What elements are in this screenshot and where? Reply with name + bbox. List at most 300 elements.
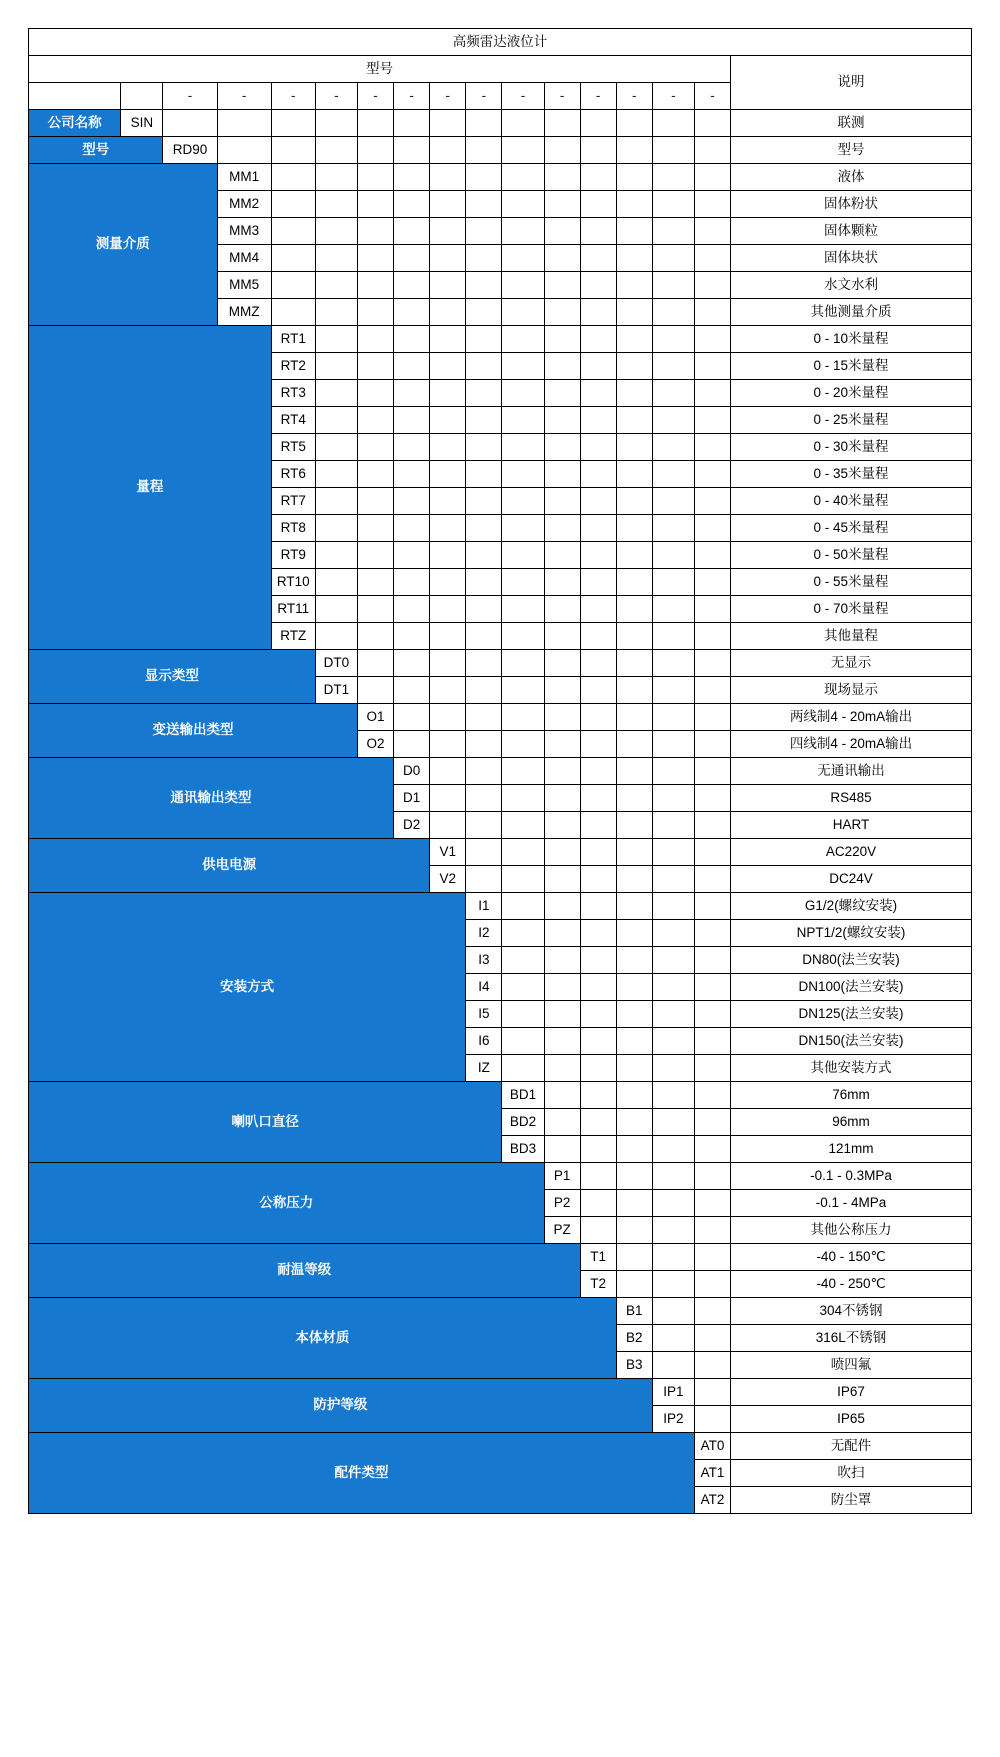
option-code[interactable]: I5 (466, 1001, 502, 1028)
spacer-cell (544, 137, 580, 164)
spacer-cell (616, 596, 652, 623)
spacer-cell (580, 407, 616, 434)
spacer-cell (652, 1190, 694, 1217)
spacer-cell (502, 677, 544, 704)
model-dash-cell: - (694, 83, 730, 110)
option-code[interactable]: PZ (544, 1217, 580, 1244)
spacer-cell (430, 758, 466, 785)
spacer-cell (271, 245, 315, 272)
option-code[interactable]: RT10 (271, 569, 315, 596)
spacer-cell (544, 1001, 580, 1028)
spacer-cell (544, 542, 580, 569)
option-code[interactable]: B1 (616, 1298, 652, 1325)
option-code[interactable]: SIN (121, 110, 163, 137)
spacer-cell (694, 866, 730, 893)
option-description: 316L不锈钢 (731, 1325, 972, 1352)
option-code[interactable]: IP2 (652, 1406, 694, 1433)
spacer-cell (580, 110, 616, 137)
option-code[interactable]: IZ (466, 1055, 502, 1082)
spacer-cell (466, 650, 502, 677)
spacer-cell (502, 785, 544, 812)
spacer-cell (430, 488, 466, 515)
option-code[interactable]: T2 (580, 1271, 616, 1298)
option-code[interactable]: MM3 (217, 218, 271, 245)
spacer-cell (694, 137, 730, 164)
spacer-cell (430, 191, 466, 218)
spacer-cell (544, 218, 580, 245)
option-description: 0 - 30米量程 (731, 434, 972, 461)
spacer-cell (616, 677, 652, 704)
option-description: 0 - 35米量程 (731, 461, 972, 488)
spacer-cell (694, 164, 730, 191)
option-code[interactable]: P1 (544, 1163, 580, 1190)
spacer-cell (430, 218, 466, 245)
spacer-cell (652, 1001, 694, 1028)
spacer-cell (694, 272, 730, 299)
spacer-cell (580, 326, 616, 353)
spacer-cell (357, 569, 393, 596)
option-code[interactable]: BD1 (502, 1082, 544, 1109)
spacer-cell (580, 623, 616, 650)
option-code[interactable]: BD2 (502, 1109, 544, 1136)
spacer-cell (616, 218, 652, 245)
option-code[interactable]: I3 (466, 947, 502, 974)
spacer-cell (502, 758, 544, 785)
spacer-cell (616, 1028, 652, 1055)
option-description: 无显示 (731, 650, 972, 677)
spacer-cell (502, 920, 544, 947)
spacer-cell (544, 515, 580, 542)
option-code[interactable]: MM1 (217, 164, 271, 191)
category-label: 安装方式 (29, 893, 466, 1082)
spacer-cell (430, 569, 466, 596)
spacer-cell (694, 758, 730, 785)
option-description: 121mm (731, 1136, 972, 1163)
spacer-cell (466, 164, 502, 191)
spacer-cell (652, 461, 694, 488)
spacer-cell (652, 1244, 694, 1271)
spacer-cell (502, 650, 544, 677)
spacer-cell (652, 1352, 694, 1379)
option-code[interactable]: I2 (466, 920, 502, 947)
spacer-cell (544, 974, 580, 1001)
option-code[interactable]: RT9 (271, 542, 315, 569)
spacer-cell (544, 326, 580, 353)
spacer-cell (652, 947, 694, 974)
spacer-cell (652, 1325, 694, 1352)
model-selection-table (28, 28, 972, 1514)
option-code[interactable]: P2 (544, 1190, 580, 1217)
spacer-cell (357, 272, 393, 299)
option-description: DN150(法兰安装) (731, 1028, 972, 1055)
option-code[interactable]: D1 (394, 785, 430, 812)
spacer-cell (394, 677, 430, 704)
option-code[interactable]: MM2 (217, 191, 271, 218)
spacer-cell (580, 164, 616, 191)
option-description: 液体 (731, 164, 972, 191)
spacer-cell (394, 488, 430, 515)
spacer-cell (580, 974, 616, 1001)
spacer-cell (652, 407, 694, 434)
spacer-cell (357, 461, 393, 488)
spacer-cell (466, 380, 502, 407)
spacer-cell (616, 380, 652, 407)
spacer-cell (502, 272, 544, 299)
spacer-cell (580, 758, 616, 785)
table-row (29, 1163, 972, 1190)
spacer-cell (394, 164, 430, 191)
option-description: 0 - 10米量程 (731, 326, 972, 353)
spacer-cell (544, 704, 580, 731)
spacer-cell (544, 272, 580, 299)
option-code[interactable]: RTZ (271, 623, 315, 650)
option-description: 吹扫 (731, 1460, 972, 1487)
option-description: 固体粉状 (731, 191, 972, 218)
option-description: 其他测量介质 (731, 299, 972, 326)
spacer-cell (616, 434, 652, 461)
option-code[interactable]: MM5 (217, 272, 271, 299)
spacer-cell (357, 164, 393, 191)
spacer-cell (315, 299, 357, 326)
spacer-cell (394, 623, 430, 650)
option-description: 无通讯输出 (731, 758, 972, 785)
document-title: 高频雷达液位计 (29, 29, 972, 56)
spacer-cell (694, 380, 730, 407)
spacer-cell (616, 326, 652, 353)
spacer-cell (616, 488, 652, 515)
spacer-cell (616, 1001, 652, 1028)
spacer-cell (430, 677, 466, 704)
spacer-cell (357, 191, 393, 218)
spacer-cell (652, 650, 694, 677)
spacer-cell (580, 1001, 616, 1028)
table-row (29, 758, 972, 785)
model-dash-cell: - (544, 83, 580, 110)
spacer-cell (616, 650, 652, 677)
spacer-cell (580, 677, 616, 704)
spacer-cell (315, 245, 357, 272)
spacer-cell (315, 164, 357, 191)
spacer-cell (652, 596, 694, 623)
spacer-cell (580, 1109, 616, 1136)
spacer-cell (580, 866, 616, 893)
spacer-cell (544, 812, 580, 839)
spacer-cell (652, 1055, 694, 1082)
spacer-cell (580, 1190, 616, 1217)
spacer-cell (652, 110, 694, 137)
spacer-cell (466, 785, 502, 812)
option-code[interactable]: RT11 (271, 596, 315, 623)
option-description: 0 - 70米量程 (731, 596, 972, 623)
option-code[interactable]: D0 (394, 758, 430, 785)
option-code[interactable]: V1 (430, 839, 466, 866)
spacer-cell (652, 299, 694, 326)
spacer-cell (502, 407, 544, 434)
option-description: 96mm (731, 1109, 972, 1136)
model-dash-cell (29, 83, 121, 110)
spacer-cell (694, 920, 730, 947)
spacer-cell (580, 515, 616, 542)
model-dash-cell: - (466, 83, 502, 110)
option-code[interactable]: RT4 (271, 407, 315, 434)
spacer-cell (430, 245, 466, 272)
spacer-cell (394, 245, 430, 272)
table-row (29, 164, 972, 191)
spacer-cell (271, 110, 315, 137)
spacer-cell (694, 1001, 730, 1028)
spacer-cell (466, 353, 502, 380)
spacer-cell (394, 704, 430, 731)
option-description: RS485 (731, 785, 972, 812)
spacer-cell (357, 137, 393, 164)
spacer-cell (580, 1217, 616, 1244)
option-code[interactable]: MM4 (217, 245, 271, 272)
spacer-cell (394, 326, 430, 353)
spacer-cell (466, 839, 502, 866)
spacer-cell (430, 434, 466, 461)
spacer-cell (544, 785, 580, 812)
option-description: 型号 (731, 137, 972, 164)
option-code[interactable]: RT6 (271, 461, 315, 488)
option-code[interactable]: O2 (357, 731, 393, 758)
spacer-cell (315, 380, 357, 407)
spacer-cell (544, 1082, 580, 1109)
table-row (29, 839, 972, 866)
spacer-cell (430, 353, 466, 380)
option-code[interactable]: AT1 (694, 1460, 730, 1487)
spacer-cell (163, 110, 217, 137)
spacer-cell (394, 272, 430, 299)
option-code[interactable]: AT2 (694, 1487, 730, 1514)
option-code[interactable]: RT5 (271, 434, 315, 461)
spacer-cell (394, 218, 430, 245)
spacer-cell (502, 731, 544, 758)
option-code[interactable]: V2 (430, 866, 466, 893)
option-code[interactable]: RT3 (271, 380, 315, 407)
spacer-cell (580, 785, 616, 812)
spacer-cell (466, 623, 502, 650)
option-description: DN125(法兰安装) (731, 1001, 972, 1028)
table-row (29, 704, 972, 731)
spacer-cell (694, 461, 730, 488)
option-code[interactable]: B2 (616, 1325, 652, 1352)
option-description: DN80(法兰安装) (731, 947, 972, 974)
spacer-cell (652, 326, 694, 353)
spacer-cell (357, 677, 393, 704)
spacer-cell (315, 353, 357, 380)
spacer-cell (502, 488, 544, 515)
spacer-cell (652, 434, 694, 461)
spacer-cell (544, 245, 580, 272)
option-code[interactable]: I6 (466, 1028, 502, 1055)
spacer-cell (652, 839, 694, 866)
spacer-cell (580, 272, 616, 299)
spacer-cell (616, 164, 652, 191)
spacer-cell (544, 677, 580, 704)
option-code[interactable]: RT8 (271, 515, 315, 542)
spacer-cell (430, 380, 466, 407)
spacer-cell (652, 812, 694, 839)
model-header: 型号 (29, 56, 731, 83)
spacer-cell (616, 947, 652, 974)
spacer-cell (430, 623, 466, 650)
spacer-cell (430, 596, 466, 623)
option-code[interactable]: RT1 (271, 326, 315, 353)
option-code[interactable]: O1 (357, 704, 393, 731)
spacer-cell (271, 272, 315, 299)
spacer-cell (315, 596, 357, 623)
spacer-cell (357, 245, 393, 272)
spacer-cell (616, 1190, 652, 1217)
spacer-cell (271, 299, 315, 326)
spacer-cell (502, 299, 544, 326)
header-row (29, 56, 972, 83)
spacer-cell (652, 1217, 694, 1244)
spacer-cell (694, 191, 730, 218)
spacer-cell (616, 893, 652, 920)
option-description: 0 - 55米量程 (731, 569, 972, 596)
spacer-cell (652, 137, 694, 164)
spacer-cell (544, 164, 580, 191)
model-dash-cell: - (652, 83, 694, 110)
spacer-cell (466, 407, 502, 434)
spacer-cell (580, 191, 616, 218)
option-description: 固体颗粒 (731, 218, 972, 245)
spacer-cell (357, 326, 393, 353)
option-code[interactable]: B3 (616, 1352, 652, 1379)
option-description: 0 - 15米量程 (731, 353, 972, 380)
spacer-cell (544, 947, 580, 974)
spacer-cell (580, 380, 616, 407)
spacer-cell (430, 272, 466, 299)
spacer-cell (502, 1028, 544, 1055)
model-dash-cell: - (271, 83, 315, 110)
option-description: -0.1 - 0.3MPa (731, 1163, 972, 1190)
spacer-cell (430, 137, 466, 164)
spacer-cell (652, 380, 694, 407)
spacer-cell (394, 542, 430, 569)
spacer-cell (616, 1163, 652, 1190)
spacer-cell (466, 515, 502, 542)
option-description: 其他公称压力 (731, 1217, 972, 1244)
spacer-cell (315, 191, 357, 218)
spacer-cell (616, 1055, 652, 1082)
model-dash-cell: - (315, 83, 357, 110)
option-code[interactable]: DT1 (315, 677, 357, 704)
spacer-cell (652, 1136, 694, 1163)
spacer-cell (466, 731, 502, 758)
spacer-cell (315, 326, 357, 353)
spacer-cell (616, 839, 652, 866)
option-description: G1/2(螺纹安装) (731, 893, 972, 920)
option-code[interactable]: RT7 (271, 488, 315, 515)
option-code[interactable]: T1 (580, 1244, 616, 1271)
option-description: 四线制4 - 20mA输出 (731, 731, 972, 758)
option-description: 水文水利 (731, 272, 972, 299)
spacer-cell (502, 596, 544, 623)
model-dash-cell: - (163, 83, 217, 110)
spacer-cell (652, 1163, 694, 1190)
spacer-cell (271, 218, 315, 245)
option-description: DC24V (731, 866, 972, 893)
spacer-cell (502, 569, 544, 596)
option-code[interactable]: BD3 (502, 1136, 544, 1163)
spacer-cell (694, 515, 730, 542)
spacer-cell (357, 650, 393, 677)
spacer-cell (544, 1109, 580, 1136)
spacer-cell (466, 461, 502, 488)
spacer-cell (466, 218, 502, 245)
spacer-cell (394, 650, 430, 677)
spacer-cell (580, 839, 616, 866)
spacer-cell (694, 1325, 730, 1352)
spacer-cell (694, 596, 730, 623)
spacer-cell (580, 569, 616, 596)
spacer-cell (694, 434, 730, 461)
option-code[interactable]: RD90 (163, 137, 217, 164)
spacer-cell (544, 596, 580, 623)
spacer-cell (357, 515, 393, 542)
spacer-cell (394, 434, 430, 461)
spacer-cell (694, 1055, 730, 1082)
spacer-cell (694, 1109, 730, 1136)
spacer-cell (580, 488, 616, 515)
model-dash-cell: - (357, 83, 393, 110)
option-description: DN100(法兰安装) (731, 974, 972, 1001)
spacer-cell (616, 785, 652, 812)
spacer-cell (502, 218, 544, 245)
spacer-cell (315, 272, 357, 299)
table-row (29, 1244, 972, 1271)
spacer-cell (430, 407, 466, 434)
table-row (29, 650, 972, 677)
option-code[interactable]: I1 (466, 893, 502, 920)
spacer-cell (652, 1109, 694, 1136)
model-dash-cell: - (430, 83, 466, 110)
option-code[interactable]: RT2 (271, 353, 315, 380)
spacer-cell (544, 407, 580, 434)
spacer-cell (616, 137, 652, 164)
option-code[interactable]: MMZ (217, 299, 271, 326)
option-description: 0 - 25米量程 (731, 407, 972, 434)
spacer-cell (394, 731, 430, 758)
option-code[interactable]: I4 (466, 974, 502, 1001)
spacer-cell (430, 110, 466, 137)
spacer-cell (502, 623, 544, 650)
spacer-cell (271, 137, 315, 164)
spacer-cell (694, 785, 730, 812)
spacer-cell (694, 650, 730, 677)
option-description: 其他安装方式 (731, 1055, 972, 1082)
spacer-cell (616, 1244, 652, 1271)
option-description: 76mm (731, 1082, 972, 1109)
model-dash-cell (121, 83, 163, 110)
spacer-cell (694, 1217, 730, 1244)
spacer-cell (315, 407, 357, 434)
option-code[interactable]: AT0 (694, 1433, 730, 1460)
spacer-cell (694, 488, 730, 515)
option-description: -40 - 150℃ (731, 1244, 972, 1271)
spacer-cell (357, 110, 393, 137)
option-description: -0.1 - 4MPa (731, 1190, 972, 1217)
option-code[interactable]: IP1 (652, 1379, 694, 1406)
spacer-cell (466, 488, 502, 515)
option-description: 无配件 (731, 1433, 972, 1460)
option-description: 喷四氟 (731, 1352, 972, 1379)
option-code[interactable]: DT0 (315, 650, 357, 677)
option-description: HART (731, 812, 972, 839)
option-code[interactable]: D2 (394, 812, 430, 839)
